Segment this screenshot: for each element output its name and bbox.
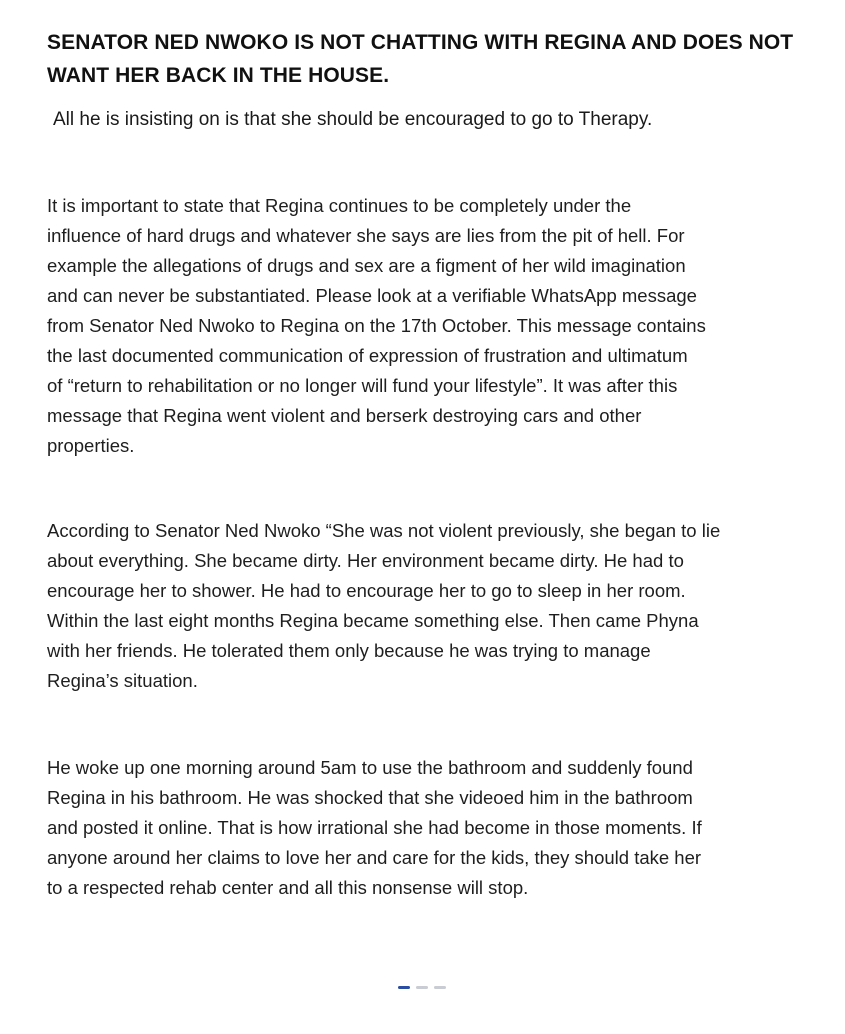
page-dot-2[interactable] xyxy=(416,986,428,989)
paragraph-3: He woke up one morning around 5am to use the bathroom and suddenly found Regina in his bathroom. He was shocked that she videoed him in the bathroom and posted it online. That is how irrational she had become in those moments. If anyone around her claims to love her and care for the kids, they should take her to a respected rehab center and all this nonsense will stop. xyxy=(47,757,702,898)
paragraph-2: According to Senator Ned Nwoko “She was not violent previously, she began to lie about everything. She became dirty. Her environment became dirty. He had to encourage her to shower. He had to encourage her to go to sleep in her room. Within the last eight months Regina became something else. Then came Phyna with her friends. He tolerated them only because he was trying to manage Regina’s situation. xyxy=(47,520,721,691)
page-dot-3[interactable] xyxy=(434,986,446,989)
document-title: SENATOR NED NWOKO IS NOT CHATTING WITH REGINA AND DOES NOT WANT HER BACK IN THE HOUSE. xyxy=(47,31,794,87)
paragraph-1: It is important to state that Regina continues to be completely under the influence of hard drugs and whatever she says are lies from the pit of hell. For example the allegations of drugs and sex are a figment of her wild imagination and can never be substantiated. Please look at a verifiable WhatsApp message from Senator Ned Nwoko to Regina on the 17th October. This message contains the last documented communication of expression of frustration and ultimatum of “return to rehabilitation or no longer will fund your lifestyle”. It was after this message that Regina went violent and berserk destroying cars and other properties. xyxy=(47,195,706,456)
page-dot-1[interactable] xyxy=(398,986,410,989)
document-subtitle: All he is insisting on is that she should be encouraged to go to Therapy. xyxy=(53,109,653,130)
page-indicator[interactable] xyxy=(398,986,446,989)
